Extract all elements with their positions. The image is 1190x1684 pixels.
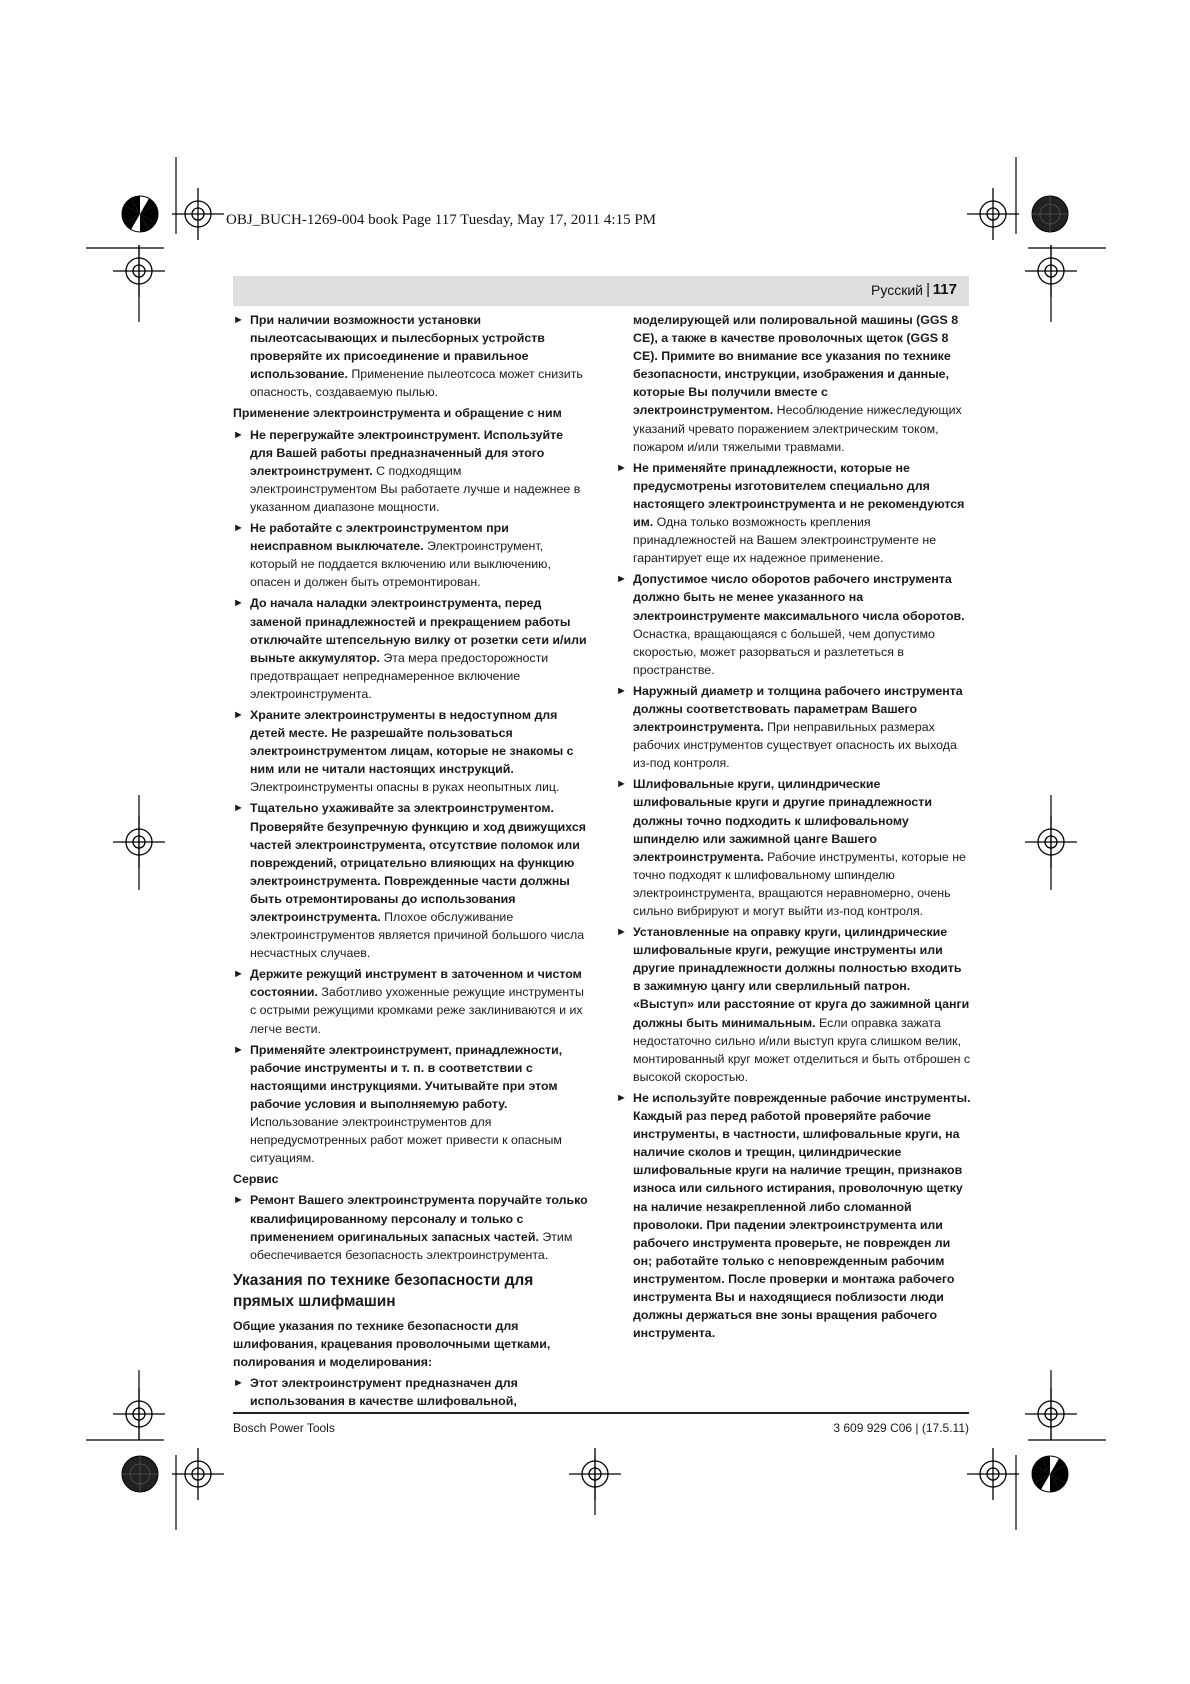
- item-emphasis: Не используйте поврежденные рабочие инструменты. Каждый раз перед работой проверяйте рабочие инструменты, в частности, шлифовальные круги, на наличие сколов и трещин, цилиндрические шлифовальные круги на наличие трещин, признаков износа или сильного истирания, проволочную щетку на наличие незакрепленной либо сломанной проволоки. При падении электроинструмента или рабочего инструмента проверьте, не поврежден ли он; работайте только с неповрежденным рабочим инструментом. После проверки и монтажа рабочего инструмента Вы и находящиеся поблизости люди должны держаться вне зоны вращения рабочего инструмента.: [633, 1090, 971, 1341]
- bullet-icon: ►: [233, 968, 244, 981]
- item-text: Эта мера предосторожности предотвращает непреднамеренное включение электроинструмента.: [250, 650, 549, 701]
- list-item: [233, 594, 588, 703]
- list-item: [233, 706, 588, 796]
- item-text: Электроинструмент, который не поддается включению или выключению, опасен и должен быть отремонтирован.: [250, 539, 551, 590]
- running-header: [233, 276, 969, 306]
- item-text: Одна только возможность крепления принадлежностей на Вашем электроинструменте не гарантирует еще их надежное применение.: [633, 515, 937, 566]
- item-emphasis: Держите режущий инструмент в заточенном и чистом состоянии.: [250, 967, 582, 1000]
- list-item: [616, 923, 971, 1086]
- list-item: [233, 799, 588, 962]
- left-column: [233, 311, 588, 1413]
- footer-rule: [233, 1412, 969, 1414]
- item-emphasis: моделирующей или полировальной машины (GGS 8 CE), а также в качестве проволочных щеток (GGS 8 CE). Примите во внимание все указания по технике безопасности, инструкции, изображения и данные, которые Вы получили вместе с электроинструментом.: [633, 313, 959, 418]
- list-item: [233, 311, 588, 401]
- item-text: Заботливо ухоженные режущие инструменты с острыми режущими кромками реже заклиниваются и их легче вести.: [250, 985, 584, 1036]
- item-emphasis: Применяйте электроинструмент, принадлежности, рабочие инструменты и т. п. в соответствии с настоящими инструкциями. Учитывайте при этом рабочие условия и выполняемую работу.: [250, 1042, 563, 1111]
- item-emphasis: Установленные на оправку круги, цилиндрические шлифовальные круги, режущие инструменты или другие принадлежности должны полностью входить в зажимную цангу или сверлильный патрон. «Выступ» или расстояние от круга до зажимной цанги должны быть минимальным.: [633, 925, 970, 1030]
- bullet-icon: ►: [233, 597, 244, 610]
- item-text: С подходящим электроинструментом Вы работаете лучше и надежнее в указанном диапазоне мощности.: [250, 463, 581, 514]
- item-emphasis: Допустимое число оборотов рабочего инструмента должно быть не менее указанного на электроинструменте максимального числа оборотов.: [633, 572, 965, 623]
- list-item: [233, 965, 588, 1037]
- subsection-heading: Применение электроинструмента и обращение с ним: [233, 406, 562, 421]
- header-language: Русский: [871, 282, 923, 298]
- bullet-icon: ►: [616, 926, 627, 939]
- item-emphasis: Этот электроинструмент предназначен для использования в качестве шлифовальной,: [250, 1376, 518, 1409]
- bullet-icon: ►: [233, 1043, 244, 1056]
- bullet-icon: ►: [233, 314, 244, 326]
- item-text: Если оправка зажата недостаточно сильно и/или выступ круга слишком велик, монтированный круг может отделиться и быть отброшен с высокой скоростью.: [633, 1015, 971, 1084]
- item-emphasis: Ремонт Вашего электроинструмента поручайте только квалифицированному персоналу и только с применением оригинальных запасных частей.: [250, 1193, 588, 1244]
- section-title: Указания по технике безопасности для прямых шлифмашин: [233, 1271, 534, 1310]
- list-item: [616, 459, 971, 568]
- item-emphasis: До начала наладки электроинструмента, перед заменой принадлежностей и прекращением работы отключайте штепсельную вилку от розетки сети и/или выньте аккумулятор.: [250, 596, 587, 665]
- footer-doc-number: 3 609 929 C06 | (17.5.11): [833, 1421, 969, 1435]
- list-item: [616, 1089, 971, 1342]
- footer-brand: Bosch Power Tools: [233, 1421, 335, 1435]
- item-text: Несоблюдение нижеследующих указаний чревато поражением электрическим током, пожаром и/или тяжелыми травмами.: [633, 403, 962, 454]
- list-item: [616, 775, 971, 920]
- print-slug: OBJ_BUCH-1269-004 book Page 117 Tuesday, May 17, 2011 4:15 PM: [226, 212, 657, 228]
- item-emphasis: Тщательно ухаживайте за электроинструментом. Проверяйте безупречную функцию и ход движущихся частей электроинструмента, отсутствие поломок или повреждений, отрицательно влияющих на функцию электроинструмента. Поврежденные части должны быть отремонтированы до использования электроинструмента.: [250, 801, 586, 924]
- header-separator: |: [926, 281, 930, 298]
- bullet-icon: ►: [233, 1377, 244, 1390]
- list-item: [233, 426, 588, 516]
- item-text: Рабочие инструменты, которые не точно подходят к шлифовальному шпинделю электроинструмента, вращаются неравномерно, очень сильно вибрируют и могут выйти из-под контроля.: [633, 849, 966, 918]
- bullet-icon: ►: [616, 684, 627, 697]
- list-item: [233, 1374, 588, 1410]
- list-item: [233, 1191, 588, 1263]
- item-emphasis: При наличии возможности установки пылеотсасывающих и пылесборных устройств проверяйте их присоединение и правильное использование.: [250, 313, 545, 382]
- right-column: [616, 311, 971, 1345]
- bullet-icon: ►: [616, 778, 627, 791]
- bullet-icon: ►: [233, 428, 244, 441]
- item-text: Электроинструменты опасны в руках неопытных лиц.: [250, 780, 560, 795]
- subsection-heading: Общие указания по технике безопасности для шлифования, крацевания проволочными щетками, полирования и моделирования:: [233, 1318, 551, 1369]
- bullet-icon: ►: [233, 802, 244, 815]
- bullet-icon: ►: [616, 573, 627, 586]
- item-text: Этим обеспечивается безопасность электроинструмента.: [250, 1229, 573, 1262]
- item-text: Плохое обслуживание электроинструментов является причиной большого числа несчастных случаев.: [250, 910, 585, 961]
- item-emphasis: Наружный диаметр и толщина рабочего инструмента должны соответствовать параметрам Вашего электроинструмента.: [633, 683, 963, 735]
- bullet-icon: ►: [616, 1091, 627, 1104]
- item-text: При неправильных размерах рабочих инструментов существует опасность их выхода из-под контроля.: [633, 720, 957, 771]
- item-emphasis: Шлифовальные круги, цилиндрические шлифовальные круги и другие принадлежности должны точно подходить к шлифовальному шпинделю или зажимной цанге Вашего электроинструмента.: [633, 777, 932, 864]
- item-text: Оснастка, вращающаяся с большей, чем допустимо скоростью, может разорваться и разлететься в пространстве.: [633, 626, 935, 677]
- bullet-icon: ►: [233, 1194, 244, 1207]
- list-item: [616, 570, 971, 679]
- page-number: 117: [932, 281, 957, 298]
- item-text: Применение пылеотсоса может снизить опасность, создаваемую пылью.: [250, 367, 583, 400]
- subsection-heading: Сервис: [233, 1172, 279, 1187]
- bullet-icon: ►: [233, 522, 244, 535]
- list-item-continued: [616, 311, 971, 456]
- list-item: [233, 1041, 588, 1168]
- item-emphasis: Не работайте с электроинструментом при неисправном выключателе.: [250, 521, 509, 554]
- bullet-icon: ►: [616, 461, 627, 474]
- item-text: Использование электроинструментов для непредусмотренных работ может привести к опасным ситуациям.: [250, 1115, 562, 1166]
- bullet-icon: ►: [233, 708, 244, 721]
- item-emphasis: Не применяйте принадлежности, которые не предусмотрены изготовителем специально для настоящего электроинструмента и не рекомендуются им.: [633, 460, 965, 530]
- item-emphasis: Храните электроинструменты в недоступном для детей месте. Не разрешайте пользоваться электроинструментом лицам, которые не знакомы с ним или не читали настоящих инструкций.: [250, 707, 574, 777]
- list-item: [233, 519, 588, 591]
- list-item: [616, 682, 971, 772]
- item-emphasis: Не перегружайте электроинструмент. Используйте для Вашей работы предназначенный для этого электроинструмент.: [250, 427, 564, 478]
